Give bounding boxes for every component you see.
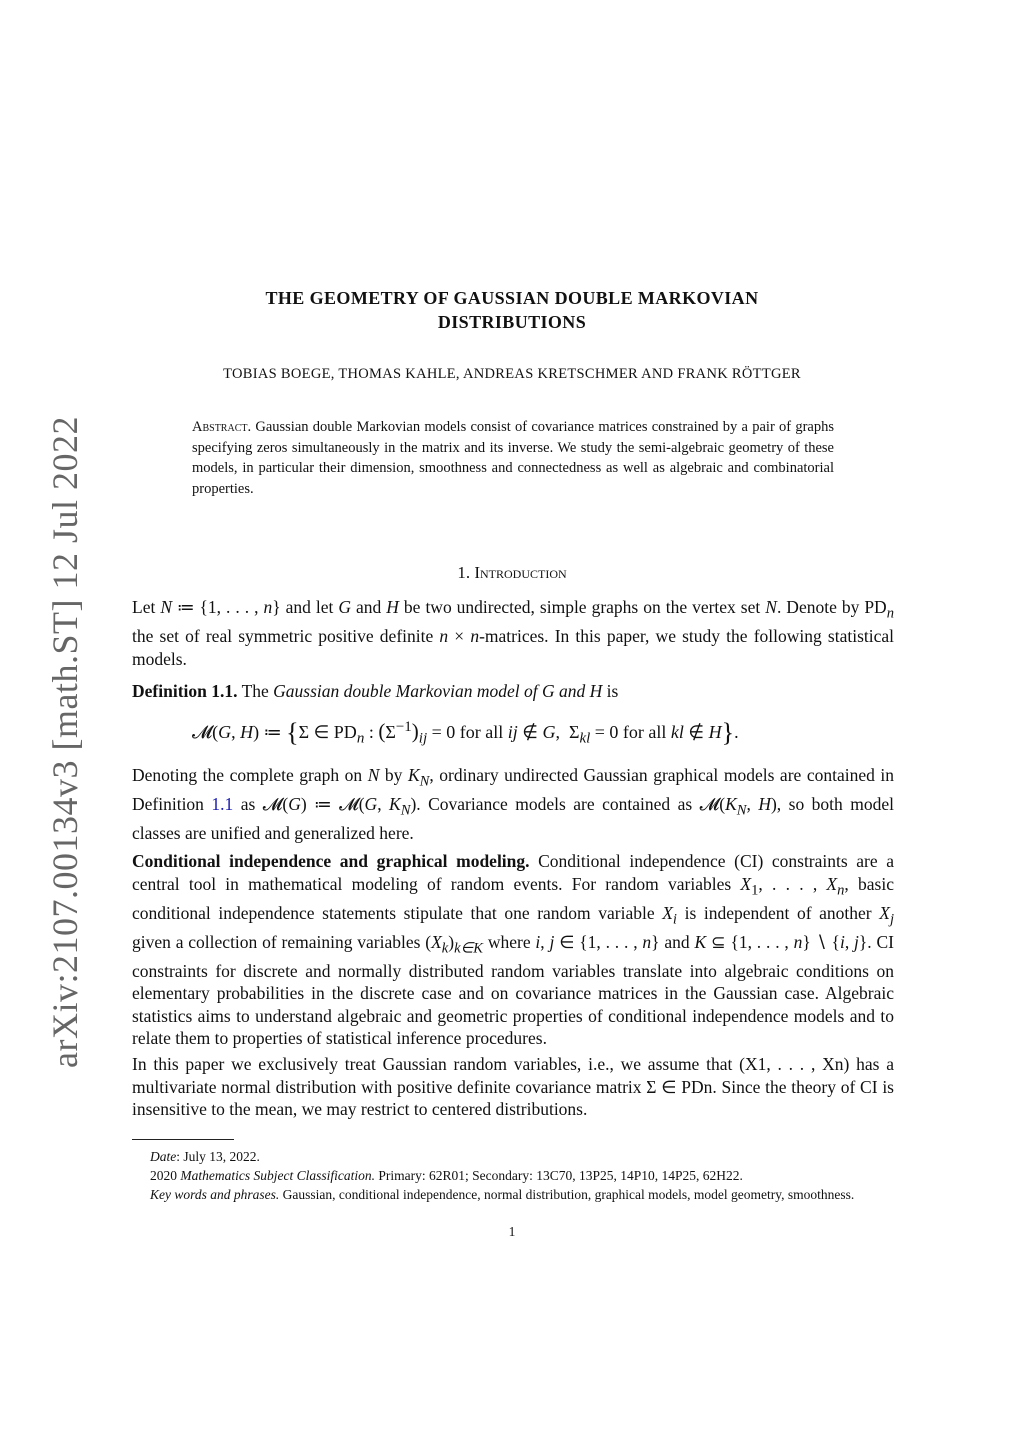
paper-title [132, 286, 892, 334]
section-number: 1. [457, 563, 471, 582]
ci-heading: Conditional independence and graphical modeling. [132, 851, 530, 871]
ci-paragraph: Conditional independence and graphical modeling. Conditional independence (CI) constraints are a central tool in mathematical modeling of random events. For random variables $X_1$, . . . , $X_n$, basic conditional independence statements stipulate that one random variable $X_i$ is independent of another $X_j$ given a collection of remaining variables $(X_k)_{k\in K}$ where i, j ∈ {1, . . . , n} and K ⊆ {1, . . . , n} ∖ {i, j}. CI constraints for discrete and normally distributed random variables translate into algebraic conditions on elementary probabilities in the discrete case and on covariance matrices in the Gaussian case. Algebraic statistics aims to understand algebraic and geometric properties of conditional independence models and to relate them to properties of statistical inference procedures. [132, 851, 894, 1048]
footnote-rule [132, 1139, 234, 1140]
definition-1-1 [132, 680, 894, 703]
definition-equation: 𝓜(G, H) ≔ {Σ ∈ $PD_n$ : $(\Sigma^{-1})_{ij} = 0$ for all ij ∉ G, $\Sigma_{kl} = 0$ for all kl ∉ H}. [192, 718, 739, 747]
msc-year: 2020 [150, 1168, 177, 1183]
date-label: Date [150, 1149, 177, 1164]
title-line-2: DISTRIBUTIONS [437, 312, 587, 332]
section-heading [132, 563, 892, 583]
author-list: TOBIAS BOEGE, THOMAS KAHLE, ANDREAS KRETSCHMER AND FRANK RÖTTGER [223, 366, 801, 382]
section-title: Introduction [474, 563, 567, 582]
abstract [192, 417, 834, 499]
msc-value: Primary: 62R01; Secondary: 13C70, 13P25, 14P10, 14P25, 62H22. [378, 1168, 743, 1183]
keywords-label: Key words and phrases. [150, 1187, 280, 1202]
footnote-keywords [132, 1185, 894, 1204]
msc-label: Mathematics Subject Classification. [180, 1168, 375, 1183]
abstract-label: Abstract. [192, 419, 252, 435]
page-number: 1 [508, 1224, 516, 1239]
keywords-value: Gaussian, conditional independence, normal distribution, graphical models, model geometry, smoothness. [282, 1187, 855, 1202]
abstract-text: Gaussian double Markovian models consist of covariance matrices constrained by a pair of graphs specifying zeros simultaneously in the matrix and its inverse. We study the semi-algebraic geometry of these models, in particular their dimension, smoothness and connectedness as well as algebraic and combinatorial properties. [192, 419, 835, 497]
graphical-models-paragraph: Denoting the complete graph on N by $K_N$, ordinary undirected Gaussian graphical models are contained in Definition 1.1 as 𝓜(G) ≔ 𝓜(G, $K_N$). Covariance models are contained as $𝓜(K_N$, H), so both model classes are unified and generalized here. [132, 765, 894, 843]
definition-text-end: is [606, 681, 619, 701]
footnote-date [132, 1147, 894, 1166]
definition-label: Definition 1.1. [132, 681, 238, 701]
arxiv-identifier: arXiv:2107.00134v3 [math.ST] 12 Jul 2022 [45, 416, 85, 1068]
intro-paragraph: Let N ≔ {1, . . . , n} and let G and H be two undirected, simple graphs on the vertex set N. Denote by $PD_n$ the set of real symmetric positive definite n × n-matrices. In this paper, we study the following statistical models. [132, 597, 895, 669]
gaussian-paragraph: In this paper we exclusively treat Gaussian random variables, i.e., we assume that (X1, . . . , Xn) has a multivariate normal distribution with positive definite covariance matrix Σ ∈ PDn. Since the theory of CI is insensitive to the mean, we may restrict to centered distributions. [132, 1054, 894, 1119]
title-line-1: THE GEOMETRY OF GAUSSIAN DOUBLE MARKOVIAN [265, 288, 759, 308]
definition-term: Gaussian double Markovian model of G and H [273, 681, 603, 701]
date-value: : July 13, 2022. [176, 1149, 260, 1164]
definition-link[interactable]: 1.1 [211, 794, 234, 814]
footnote-msc [132, 1166, 894, 1185]
definition-text-start: The [241, 681, 269, 701]
